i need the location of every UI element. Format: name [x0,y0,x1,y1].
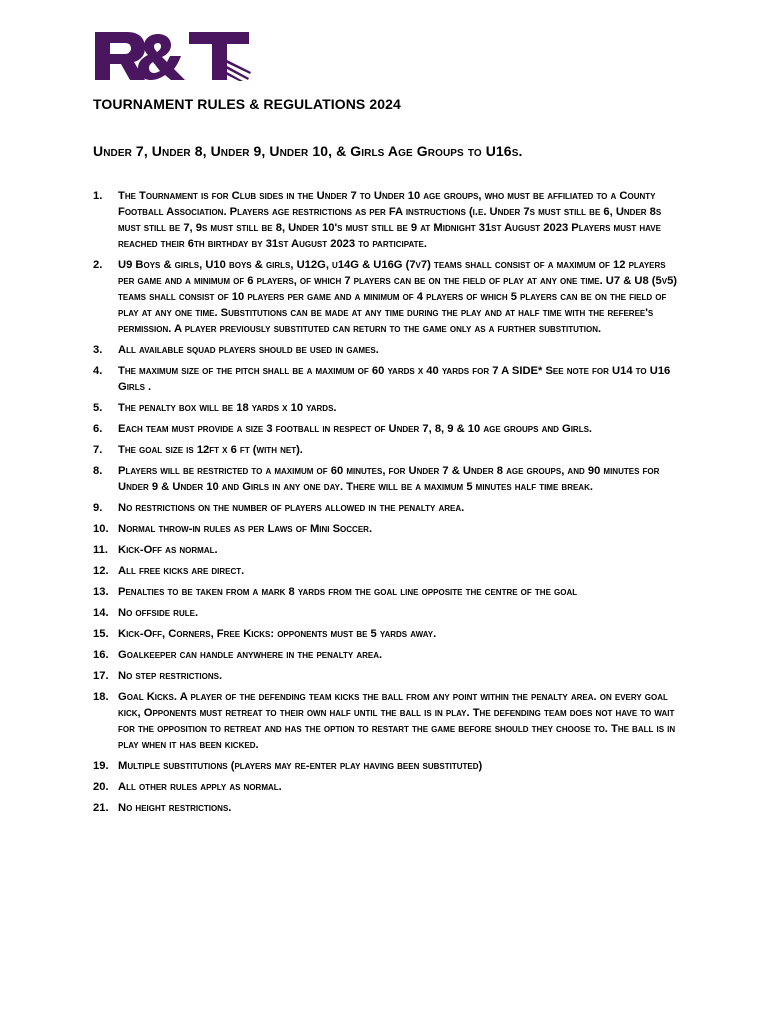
rules-list [93,188,683,821]
rule-number: 18. [93,691,109,703]
rule-item [93,668,683,684]
rule-item [93,342,683,358]
rule-text: All available squad players should be used in games. [118,344,379,356]
rule-item [93,542,683,558]
rule-text: Multiple substitutions (players may re-enter play having been substituted) [118,760,483,772]
rule-text: Goal Kicks. A player of the defending team kicks the ball from any point within the penalty area. on every goal kick, Opponents must retreat to their own half until the ball is in play. The defending team does not have to wait for the opposition to retreat and has the option to restart the game before should they choose to. The ball is in play when it has been kicked. [118,691,676,751]
rule-text: Normal throw-in rules as per Laws of Mini Soccer. [118,523,373,535]
rule-number: 14. [93,607,109,619]
rule-number: 13. [93,586,109,598]
rule-number: 17. [93,670,109,682]
rule-text: U9 Boys & girls, U10 boys & girls, U12G, u14G & U16G (7v7) teams shall consist of a maximum of 12 players per game and a minimum of 6 players, of which 7 players can be on the field of play at any one time. U7 & U8 (5v5) teams shall consist of 10 players per game and a minimum of 4 players of which 5 players can be on the field of play at any one time. Substitutions can be made at any time during the play and at half time with the referee's permission. A player previously substituted can return to the game only as a further substitution. [118,259,678,335]
rule-item [93,647,683,663]
rule-text: Each team must provide a size 3 football in respect of Under 7, 8, 9 & 10 age groups and Girls. [118,423,593,435]
rule-item [93,605,683,621]
rule-item [93,584,683,600]
rule-text: Kick-Off as normal. [118,544,218,556]
rule-item [93,563,683,579]
rule-item [93,689,683,753]
rule-number: 2. [93,259,103,271]
rule-number: 6. [93,423,103,435]
rule-number: 4. [93,365,103,377]
rule-number: 11. [93,544,108,556]
rule-number: 20. [93,781,109,793]
rule-item [93,188,683,252]
rule-item [93,463,683,495]
rule-text: The Tournament is for Club sides in the Under 7 to Under 10 age groups, who must be affiliated to a County Football Association. Players age restrictions as per FA instructions (i.e. Under 7s must still be 6, Under 8s must still be 7, 9s must still be 8, Under 10's must still be 9 at Midnight 31st August 2023 Players must have reached their 6th birthday by 31st August 2023 to participate. [118,190,662,250]
rule-text: No restrictions on the number of players allowed in the penalty area. [118,502,465,514]
rule-number: 5. [93,402,103,414]
rule-item [93,400,683,416]
rule-number: 3. [93,344,103,356]
rule-number: 7. [93,444,103,456]
rule-item [93,521,683,537]
rule-text: No step restrictions. [118,670,223,682]
rule-item [93,758,683,774]
rule-text: No height restrictions. [118,802,232,814]
rule-number: 10. [93,523,109,535]
rule-text: All other rules apply as normal. [118,781,282,793]
rule-number: 8. [93,465,103,477]
rule-text: Players will be restricted to a maximum of 60 minutes, for Under 7 & Under 8 age groups, and 90 minutes for Under 9 & Under 10 and Girls in any one day. There will be a maximum 5 minutes half time break. [118,465,660,493]
rule-number: 15. [93,628,109,640]
rule-item [93,442,683,458]
document-subtitle: Under 7, Under 8, Under 9, Under 10, & Girls Age Groups to U16s. [93,143,523,159]
rule-item [93,779,683,795]
rule-number: 9. [93,502,103,514]
rule-text: The maximum size of the pitch shall be a maximum of 60 yards x 40 yards for 7 A SIDE* See note for U14 to U16 Girls . [118,365,671,393]
rule-text: All free kicks are direct. [118,565,245,577]
rule-text: No offside rule. [118,607,199,619]
rule-item [93,500,683,516]
rule-text: The penalty box will be 18 yards x 10 yards. [118,402,337,414]
rule-number: 1. [93,190,103,202]
rule-item [93,626,683,642]
rule-number: 12. [93,565,109,577]
rule-text: The goal size is 12ft x 6 ft (with net). [118,444,303,456]
rule-item [93,421,683,437]
rule-number: 19. [93,760,109,772]
rule-number: 16. [93,649,109,661]
document-title: TOURNAMENT RULES & REGULATIONS 2024 [93,96,401,112]
rule-number: 21. [93,802,109,814]
rule-item [93,257,683,337]
rule-text: Kick-Off, Corners, Free Kicks: opponents must be 5 yards away. [118,628,437,640]
rule-item [93,800,683,816]
rule-text: Goalkeeper can handle anywhere in the penalty area. [118,649,383,661]
rt-logo [93,30,251,82]
rule-item [93,363,683,395]
rule-text: Penalties to be taken from a mark 8 yards from the goal line opposite the centre of the goal [118,586,578,598]
